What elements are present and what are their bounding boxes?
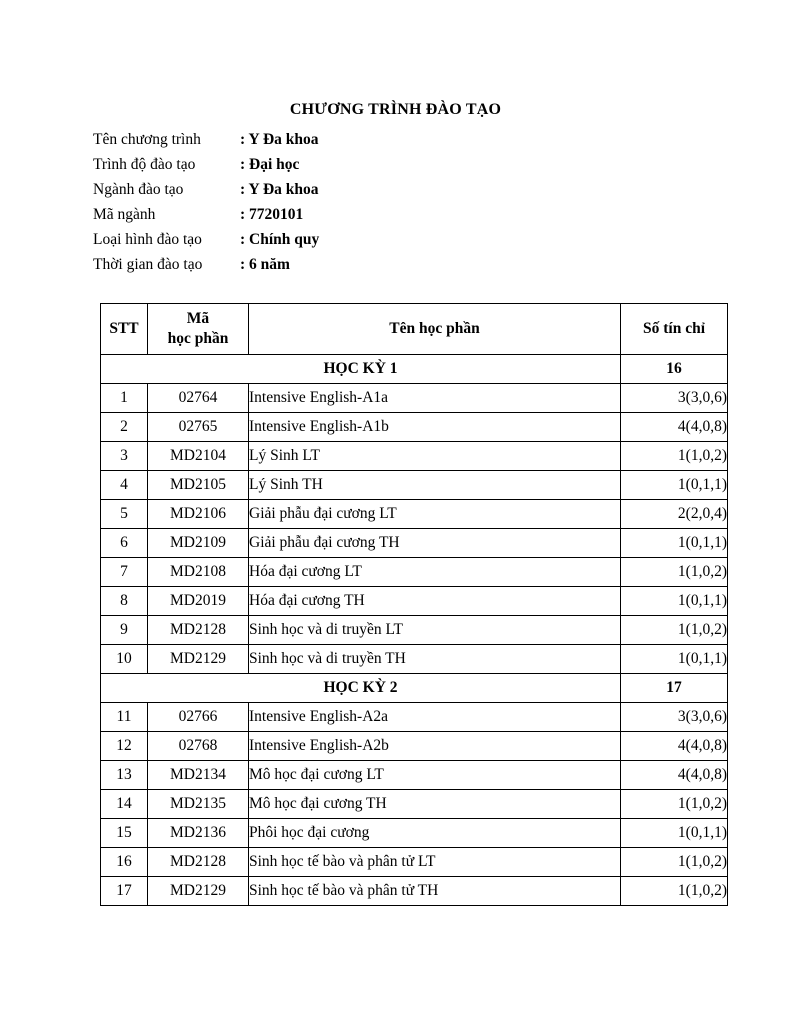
course-stt: 4 xyxy=(101,471,148,500)
header-course-code xyxy=(148,304,249,355)
table-row xyxy=(101,645,728,674)
info-row xyxy=(93,202,493,227)
course-stt: 2 xyxy=(101,413,148,442)
document-title: CHƯƠNG TRÌNH ĐÀO TẠO xyxy=(289,101,502,118)
course-credits: 1(1,0,2) xyxy=(621,616,728,645)
info-value: : 6 năm xyxy=(240,256,290,273)
course-name: Mô học đại cương LT xyxy=(249,761,621,790)
course-code: MD2104 xyxy=(148,442,249,471)
table-row xyxy=(101,442,728,471)
info-row xyxy=(93,177,493,202)
table-body xyxy=(101,355,728,906)
info-label: Trình độ đào tạo xyxy=(93,156,196,173)
course-credits: 1(0,1,1) xyxy=(621,587,728,616)
table-row xyxy=(101,587,728,616)
table-row xyxy=(101,732,728,761)
info-value: : Y Đa khoa xyxy=(240,181,319,198)
course-name: Sinh học và di truyền TH xyxy=(249,645,621,674)
semester-label: HỌC KỲ 1 xyxy=(101,355,621,384)
info-row xyxy=(93,252,493,277)
course-name: Giải phẫu đại cương TH xyxy=(249,529,621,558)
course-code: 02766 xyxy=(148,703,249,732)
course-stt: 11 xyxy=(101,703,148,732)
header-stt: STT xyxy=(101,304,148,355)
course-credits: 1(0,1,1) xyxy=(621,645,728,674)
course-name: Hóa đại cương TH xyxy=(249,587,621,616)
course-code: 02765 xyxy=(148,413,249,442)
info-value: : Đại học xyxy=(240,156,300,173)
course-code: MD2106 xyxy=(148,500,249,529)
course-credits: 1(0,1,1) xyxy=(621,819,728,848)
course-code: 02768 xyxy=(148,732,249,761)
course-credits: 1(1,0,2) xyxy=(621,558,728,587)
course-credits: 1(1,0,2) xyxy=(621,790,728,819)
info-value: : Chính quy xyxy=(240,231,320,248)
info-value: : Y Đa khoa xyxy=(240,131,319,148)
course-name: Lý Sinh LT xyxy=(249,442,621,471)
course-name: Phôi học đại cương xyxy=(249,819,621,848)
course-code: MD2135 xyxy=(148,790,249,819)
course-stt: 6 xyxy=(101,529,148,558)
course-credits: 3(3,0,6) xyxy=(621,384,728,413)
course-credits: 1(1,0,2) xyxy=(621,877,728,906)
course-credits: 1(0,1,1) xyxy=(621,471,728,500)
table-row xyxy=(101,471,728,500)
course-code: MD2128 xyxy=(148,616,249,645)
table-header-row xyxy=(101,304,728,355)
course-name: Mô học đại cương TH xyxy=(249,790,621,819)
info-label: Loại hình đào tạo xyxy=(93,231,202,248)
course-code: MD2129 xyxy=(148,877,249,906)
course-name: Hóa đại cương LT xyxy=(249,558,621,587)
course-code: MD2109 xyxy=(148,529,249,558)
course-name: Giải phẫu đại cương LT xyxy=(249,500,621,529)
course-stt: 15 xyxy=(101,819,148,848)
info-row xyxy=(93,152,493,177)
course-stt: 14 xyxy=(101,790,148,819)
course-code: MD2105 xyxy=(148,471,249,500)
header-code-line2: học phần xyxy=(167,330,229,347)
course-code: MD2129 xyxy=(148,645,249,674)
course-code: MD2108 xyxy=(148,558,249,587)
course-stt: 16 xyxy=(101,848,148,877)
course-stt: 12 xyxy=(101,732,148,761)
table-row xyxy=(101,703,728,732)
table-row xyxy=(101,529,728,558)
info-label: Mã ngành xyxy=(93,206,156,223)
course-code: MD2128 xyxy=(148,848,249,877)
course-credits: 4(4,0,8) xyxy=(621,761,728,790)
course-credits: 3(3,0,6) xyxy=(621,703,728,732)
course-name: Sinh học và di truyền LT xyxy=(249,616,621,645)
course-name: Intensive English-A2b xyxy=(249,732,621,761)
course-credits: 1(1,0,2) xyxy=(621,848,728,877)
course-stt: 7 xyxy=(101,558,148,587)
header-course-name: Tên học phần xyxy=(249,304,621,355)
course-credits: 4(4,0,8) xyxy=(621,732,728,761)
table-row xyxy=(101,877,728,906)
course-stt: 10 xyxy=(101,645,148,674)
course-name: Sinh học tế bào và phân tử LT xyxy=(249,848,621,877)
course-name: Intensive English-A1a xyxy=(249,384,621,413)
semester-row xyxy=(101,674,728,703)
table-row xyxy=(101,413,728,442)
info-label: Tên chương trình xyxy=(93,131,201,148)
semester-credit-total: 16 xyxy=(621,355,728,384)
table-row xyxy=(101,558,728,587)
course-name: Intensive English-A2a xyxy=(249,703,621,732)
course-code: MD2019 xyxy=(148,587,249,616)
table-row xyxy=(101,819,728,848)
table-row xyxy=(101,616,728,645)
table-row xyxy=(101,761,728,790)
info-label: Thời gian đào tạo xyxy=(93,256,203,273)
course-stt: 13 xyxy=(101,761,148,790)
course-stt: 8 xyxy=(101,587,148,616)
info-value: : 7720101 xyxy=(240,206,304,223)
header-code-line1: Mã xyxy=(186,310,210,327)
program-info xyxy=(93,127,493,277)
course-code: 02764 xyxy=(148,384,249,413)
table-row xyxy=(101,790,728,819)
course-stt: 17 xyxy=(101,877,148,906)
curriculum-table xyxy=(100,303,728,906)
table-row xyxy=(101,384,728,413)
course-code: MD2134 xyxy=(148,761,249,790)
course-name: Sinh học tế bào và phân tử TH xyxy=(249,877,621,906)
course-credits: 2(2,0,4) xyxy=(621,500,728,529)
info-row xyxy=(93,227,493,252)
info-row xyxy=(93,127,493,152)
semester-label: HỌC KỲ 2 xyxy=(101,674,621,703)
table-row xyxy=(101,500,728,529)
course-credits: 1(1,0,2) xyxy=(621,442,728,471)
header-credits: Số tín chỉ xyxy=(621,304,728,355)
course-credits: 1(0,1,1) xyxy=(621,529,728,558)
course-code: MD2136 xyxy=(148,819,249,848)
course-stt: 9 xyxy=(101,616,148,645)
course-credits: 4(4,0,8) xyxy=(621,413,728,442)
course-stt: 3 xyxy=(101,442,148,471)
table-row xyxy=(101,848,728,877)
course-name: Lý Sinh TH xyxy=(249,471,621,500)
course-stt: 5 xyxy=(101,500,148,529)
semester-row xyxy=(101,355,728,384)
info-label: Ngành đào tạo xyxy=(93,181,184,198)
course-name: Intensive English-A1b xyxy=(249,413,621,442)
semester-credit-total: 17 xyxy=(621,674,728,703)
course-stt: 1 xyxy=(101,384,148,413)
